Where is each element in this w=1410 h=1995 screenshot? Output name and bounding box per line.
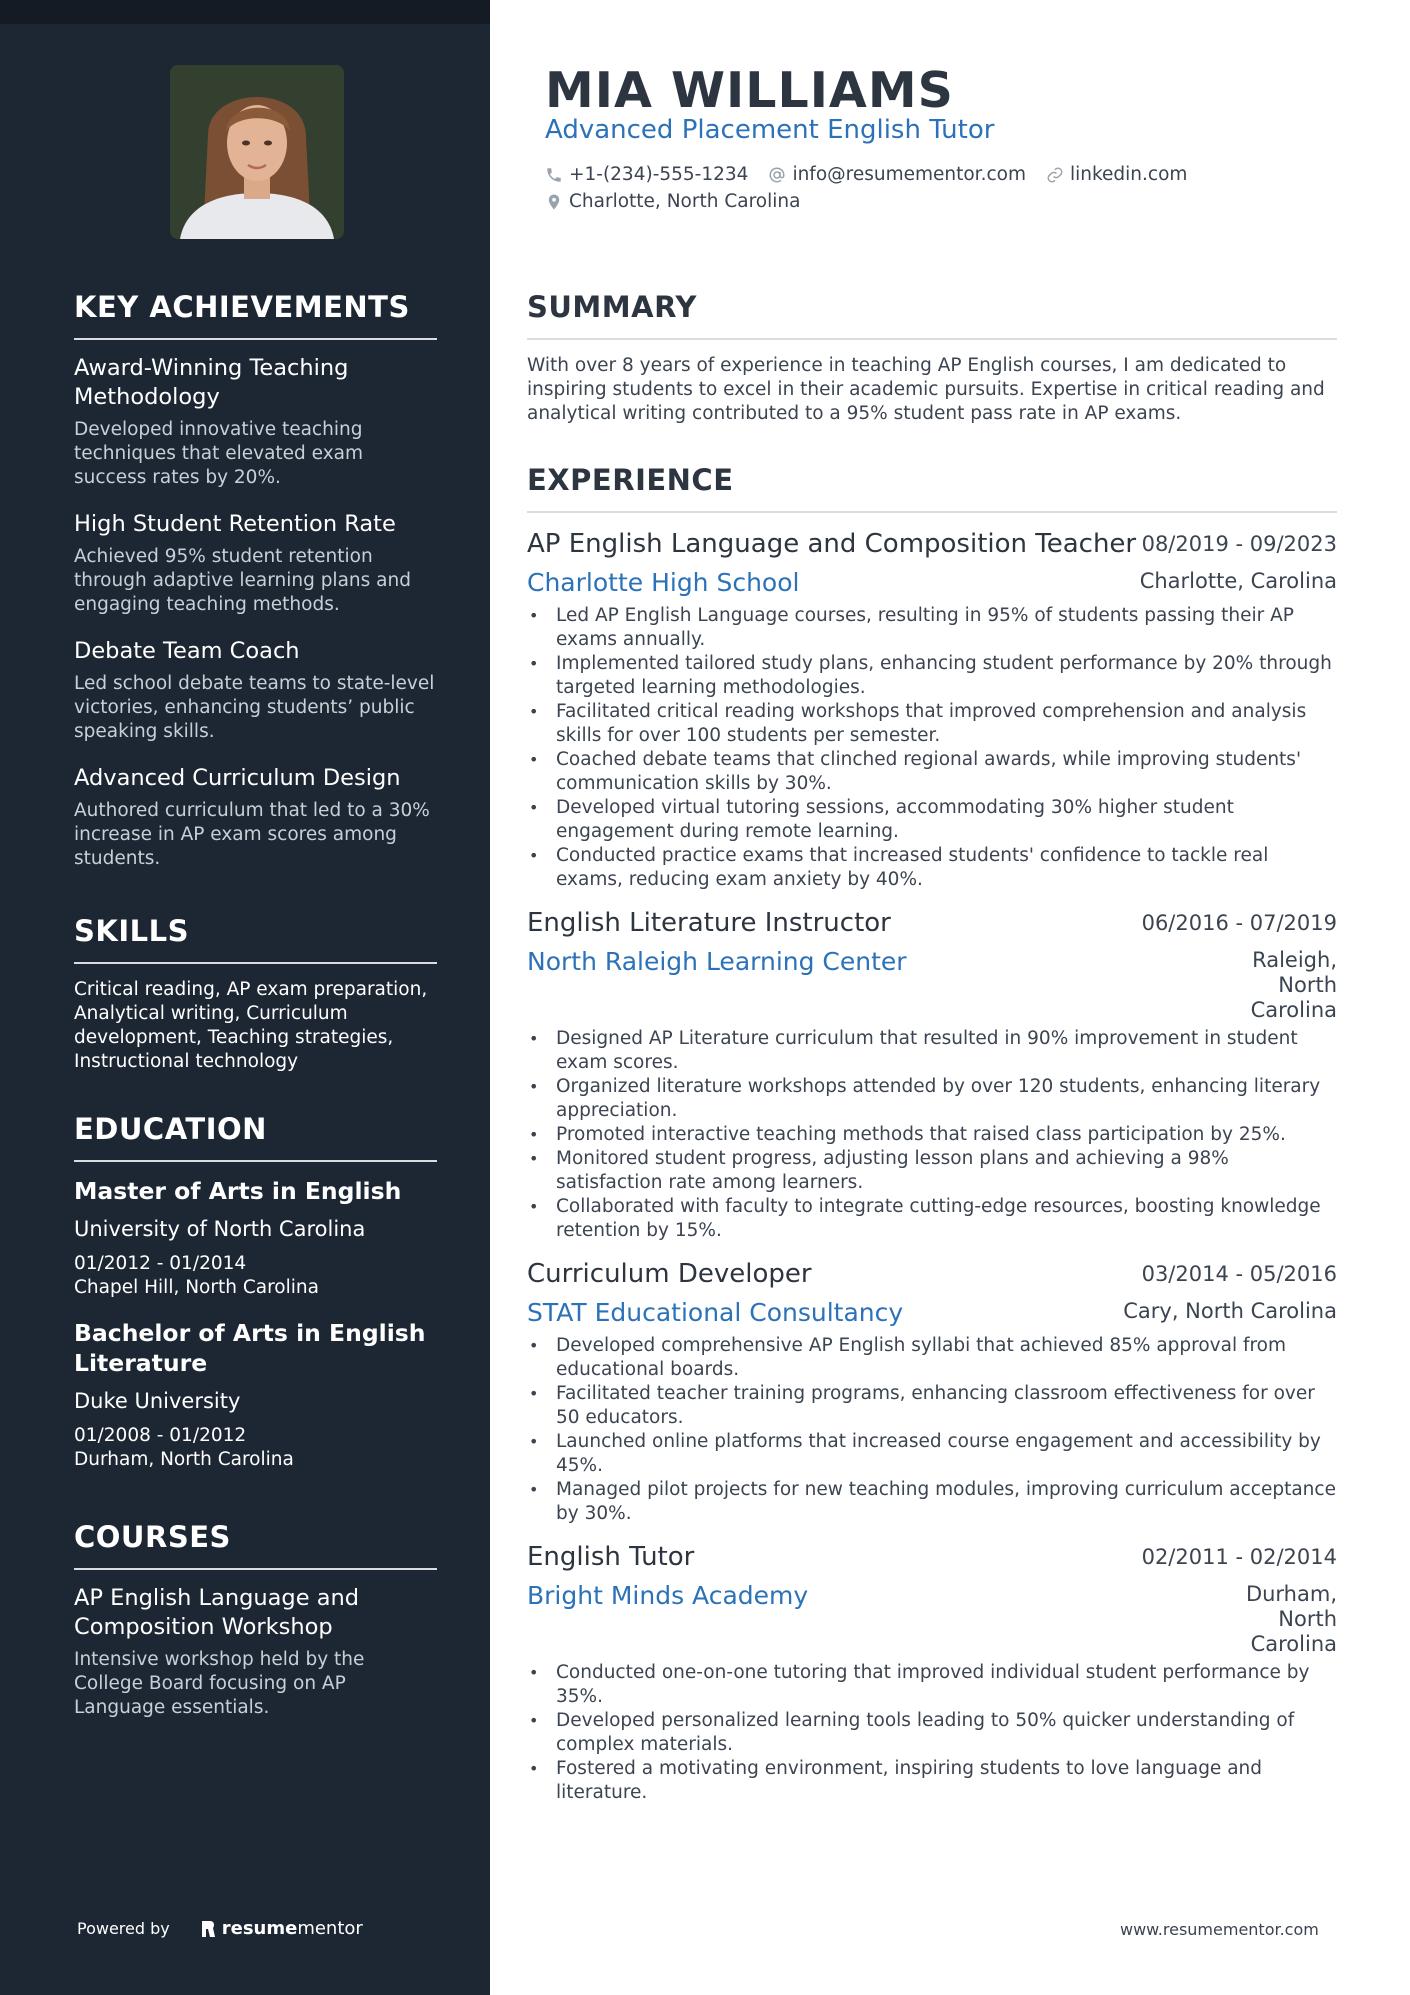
job-bullet: • Fostered a motivating environment, inspiring students to love language and literature. <box>527 1757 1337 1805</box>
job-location: Raleigh, North Carolina <box>1250 948 1337 1022</box>
courses-section <box>74 1520 437 1740</box>
education-degree: Bachelor of Arts in English Literature <box>74 1319 426 1377</box>
job-bullet: • Implemented tailored study plans, enhancing student performance by 20% through targeted learning methodologies. <box>527 652 1337 700</box>
resumementor-brand[interactable] <box>200 1918 363 1939</box>
achievement-item <box>74 510 437 617</box>
job-subheader <box>527 561 1337 600</box>
job-bullet: • Promoted interactive teaching methods that raised class participation by 25%. <box>527 1123 1337 1147</box>
achievement-desc: Authored curriculum that led to a 30% increase in AP exam scores among students. <box>74 800 430 869</box>
resumementor-logo-icon <box>200 1919 216 1939</box>
sidebar <box>0 0 490 1995</box>
contact-row-2 <box>545 191 820 212</box>
link-icon <box>1046 166 1064 184</box>
email-text: info@resumementor.com <box>792 164 1026 185</box>
course-desc: Intensive workshop held by the College Board focusing on AP Language essentials. <box>74 1649 365 1718</box>
job-title: English Tutor <box>527 1542 695 1572</box>
job-bullet: • Led AP English Language courses, resulting in 95% of students passing their AP exams annually. <box>527 604 1337 652</box>
contact-location <box>545 191 800 212</box>
skills-section <box>74 914 437 1074</box>
job-bullets <box>527 1027 1337 1243</box>
job-entry <box>527 527 1337 892</box>
job-header <box>527 906 1337 940</box>
profile-photo <box>170 65 344 239</box>
job-header <box>527 1257 1337 1291</box>
achievement-title: Award-Winning Teaching Methodology <box>74 355 349 410</box>
job-bullet: • Launched online platforms that increased course engagement and accessibility by 45%. <box>527 1430 1337 1478</box>
achievement-item <box>74 354 437 490</box>
linkedin-text: linkedin.com <box>1069 164 1188 185</box>
job-dates: 02/2011 - 02/2014 <box>1141 1545 1337 1569</box>
job-company: Bright Minds Academy <box>527 1581 809 1610</box>
job-location: Cary, North Carolina <box>1123 1299 1337 1323</box>
achievement-title: High Student Retention Rate <box>74 511 396 537</box>
key-achievements-section <box>74 290 437 891</box>
key-achievements-heading: KEY ACHIEVEMENTS <box>74 290 437 340</box>
job-bullet: • Developed personalized learning tools leading to 50% quicker understanding of complex materials. <box>527 1709 1337 1757</box>
skills-heading: SKILLS <box>74 914 437 964</box>
skills-text: Critical reading, AP exam preparation, Analytical writing, Curriculum development, Teaching strategies, Instructional technology <box>74 979 428 1072</box>
education-school: Duke University <box>74 1389 241 1413</box>
job-bullet: • Conducted one-on-one tutoring that improved individual student performance by 35%. <box>527 1661 1337 1709</box>
job-title: Curriculum Developer <box>527 1259 812 1289</box>
education-degree: Master of Arts in English <box>74 1177 402 1205</box>
job-bullets <box>527 1334 1337 1526</box>
job-bullet: • Facilitated teacher training programs, enhancing classroom effectiveness for over 50 educators. <box>527 1382 1337 1430</box>
achievement-item <box>74 764 437 871</box>
education-dates: 01/2012 - 01/2014 <box>74 1253 247 1274</box>
courses-heading: COURSES <box>74 1520 437 1570</box>
education-section <box>74 1112 437 1490</box>
job-bullet: • Managed pilot projects for new teaching modules, improving curriculum acceptance by 30%. <box>527 1478 1337 1526</box>
job-bullet: • Developed comprehensive AP English syllabi that achieved 85% approval from educational boards. <box>527 1334 1337 1382</box>
job-title: AP English Language and Composition Teacher <box>527 529 1137 559</box>
course-title: AP English Language and Composition Workshop <box>74 1585 360 1640</box>
course-item <box>74 1584 437 1720</box>
phone-icon <box>545 166 563 184</box>
job-company: Charlotte High School <box>527 568 800 597</box>
brand-light-text: mentor <box>297 1918 363 1939</box>
contact-email[interactable] <box>768 164 1026 185</box>
job-bullet: • Coached debate teams that clinched regional awards, while improving students' communication skills by 30%. <box>527 748 1337 796</box>
job-bullet: • Developed virtual tutoring sessions, accommodating 30% higher student engagement during remote learning. <box>527 796 1337 844</box>
location-text: Charlotte, North Carolina <box>569 191 801 212</box>
achievement-desc: Achieved 95% student retention through adaptive learning plans and engaging teaching methods. <box>74 546 411 615</box>
education-dates: 01/2008 - 01/2012 <box>74 1425 247 1446</box>
job-dates: 06/2016 - 07/2019 <box>1141 911 1337 935</box>
footer-url[interactable]: www.resumementor.com <box>1120 1920 1319 1939</box>
education-heading: EDUCATION <box>74 1112 437 1162</box>
job-bullet: • Facilitated critical reading workshops that improved comprehension and analysis skills for over 100 students per semester. <box>527 700 1337 748</box>
achievement-item <box>74 637 437 744</box>
job-entry <box>527 906 1337 1243</box>
job-bullet: • Organized literature workshops attended by over 120 students, enhancing literary appreciation. <box>527 1075 1337 1123</box>
job-company: STAT Educational Consultancy <box>527 1298 904 1327</box>
contact-row <box>545 164 1207 185</box>
job-title: English Literature Instructor <box>527 908 891 938</box>
education-location: Chapel Hill, North Carolina <box>74 1277 319 1298</box>
achievement-desc: Developed innovative teaching techniques that elevated exam success rates by 20%. <box>74 419 364 488</box>
at-icon <box>768 166 786 184</box>
job-dates: 03/2014 - 05/2016 <box>1141 1262 1337 1286</box>
job-header <box>527 527 1337 561</box>
job-location: Durham, North Carolina <box>1245 1582 1337 1656</box>
candidate-name: MIA WILLIAMS <box>545 62 954 119</box>
job-dates: 08/2019 - 09/2023 <box>1141 532 1337 556</box>
job-subheader <box>527 940 1337 1023</box>
summary-heading: SUMMARY <box>527 290 1337 340</box>
job-header <box>527 1540 1337 1574</box>
job-bullet: • Collaborated with faculty to integrate cutting-edge resources, boosting knowledge retention by 15%. <box>527 1195 1337 1243</box>
achievement-title: Advanced Curriculum Design <box>74 765 401 791</box>
job-bullets <box>527 1661 1337 1805</box>
powered-by-label: Powered by <box>77 1919 170 1938</box>
sidebar-top-bar <box>0 0 490 24</box>
contact-phone[interactable] <box>545 164 748 185</box>
job-subheader <box>527 1574 1337 1657</box>
brand-bold-text: resume <box>221 1918 298 1939</box>
powered-by <box>77 1918 363 1939</box>
job-location: Charlotte, Carolina <box>1139 569 1337 593</box>
job-bullet: • Monitored student progress, adjusting lesson plans and achieving a 98% satisfaction rate among learners. <box>527 1147 1337 1195</box>
location-pin-icon <box>545 192 563 212</box>
summary-section <box>527 290 1337 426</box>
job-subheader <box>527 1291 1337 1330</box>
candidate-role: Advanced Placement English Tutor <box>545 115 995 145</box>
job-bullet: • Designed AP Literature curriculum that resulted in 90% improvement in student exam scores. <box>527 1027 1337 1075</box>
job-bullets <box>527 604 1337 892</box>
contact-linkedin[interactable] <box>1046 164 1187 185</box>
achievement-desc: Led school debate teams to state-level victories, enhancing students’ public speaking skills. <box>74 673 435 742</box>
job-company: North Raleigh Learning Center <box>527 947 907 976</box>
education-location: Durham, North Carolina <box>74 1449 294 1470</box>
education-item <box>74 1318 437 1472</box>
phone-text: +1-(234)-555-1234 <box>569 164 749 185</box>
education-item <box>74 1176 437 1300</box>
experience-heading: EXPERIENCE <box>527 463 1337 513</box>
summary-text: With over 8 years of experience in teaching AP English courses, I am dedicated to inspiring students to excel in their academic pursuits. Expertise in critical reading and analytical writing contributed to a 95% student pass rate in AP exams. <box>527 355 1325 424</box>
job-bullet: • Conducted practice exams that increased students' confidence to tackle real exams, reducing exam anxiety by 40%. <box>527 844 1337 892</box>
experience-section <box>527 463 1337 1819</box>
achievement-title: Debate Team Coach <box>74 638 300 664</box>
job-entry <box>527 1540 1337 1805</box>
job-entry <box>527 1257 1337 1526</box>
education-school: University of North Carolina <box>74 1217 366 1241</box>
